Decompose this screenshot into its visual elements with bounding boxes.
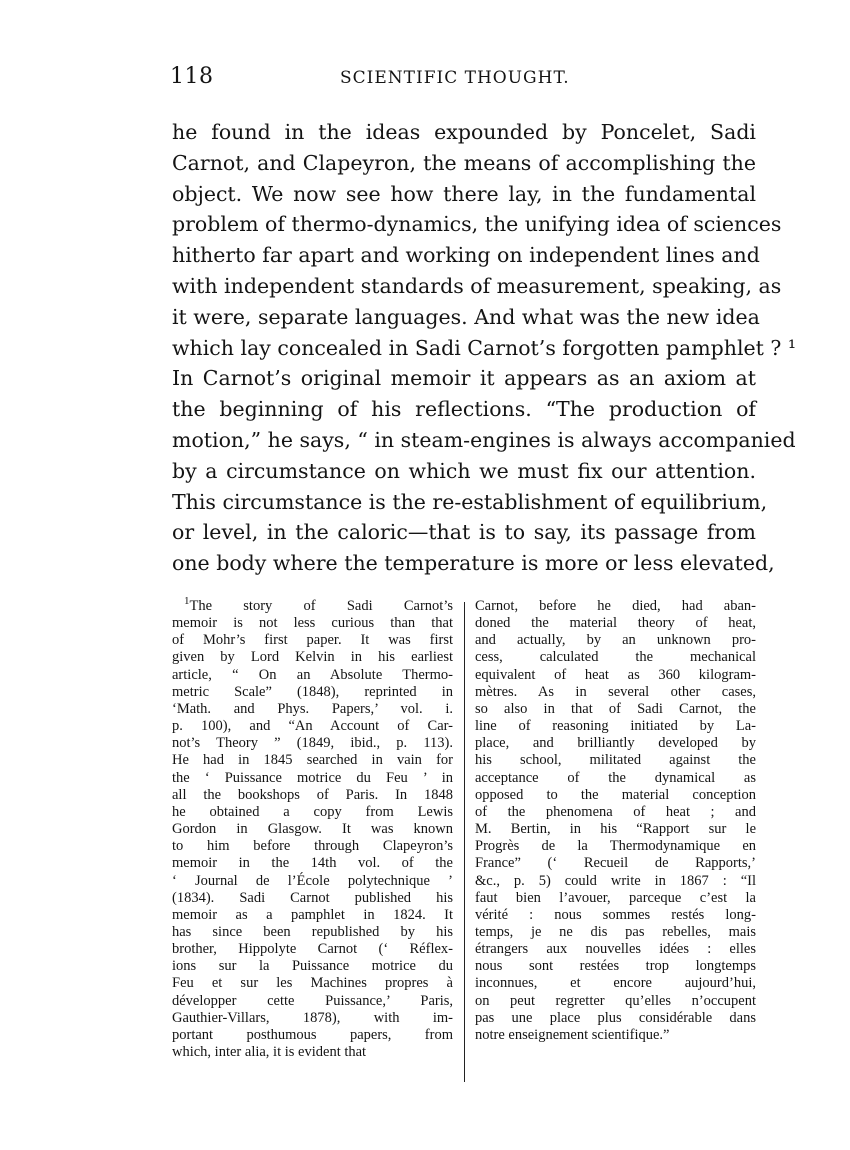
footnote-line: Carnot, before he died, had aban- bbox=[475, 598, 756, 614]
body-line: object. We now see how there lay, in the fundamental bbox=[172, 181, 756, 206]
footnote-line: on peut regretter qu’elles n’occupent bbox=[475, 992, 756, 1009]
body-line: This circumstance is the re-establishment of equilibrium, bbox=[172, 489, 768, 514]
footnote-column-divider bbox=[464, 602, 465, 1082]
footnote-line: doned the material theory of heat, bbox=[475, 615, 756, 632]
footnote-line: ‘ Journal de l’École polytechnique ’ bbox=[172, 872, 453, 889]
footnote-line: brother, Hippolyte Carnot (‘ Réflex- bbox=[172, 941, 453, 958]
body-line: which lay concealed in Sadi Carnot’s forgotten pamphlet ? ¹ bbox=[172, 335, 797, 360]
footnote-line: of Mohr’s first paper. It was first bbox=[172, 632, 453, 649]
footnote-line: faut bien l’avouer, parceque c’est la bbox=[475, 889, 756, 906]
body-line: problem of thermo-dynamics, the unifying idea of sciences bbox=[172, 212, 782, 237]
footnote-line: pas une place plus considérable dans bbox=[475, 1009, 756, 1026]
footnote-line: p. 100), and “An Account of Car- bbox=[172, 718, 453, 735]
footnote-line: Progrès de la Thermodynamique en bbox=[475, 838, 756, 855]
footnote-line: nous sont restées trop longtemps bbox=[475, 958, 756, 975]
body-line: the beginning of his reflections. “The production of bbox=[172, 397, 756, 422]
footnote-line: metric Scale” (1848), reprinted in bbox=[172, 683, 453, 700]
footnote-line: portant posthumous papers, from bbox=[172, 1026, 453, 1043]
footnote-line: Gauthier-Villars, 1878), with im- bbox=[172, 1009, 453, 1026]
footnote-line: he obtained a copy from Lewis bbox=[172, 803, 453, 820]
footnote-line: notre enseignement scientifique.” bbox=[475, 1026, 670, 1043]
footnote-line: ‘Math. and Phys. Papers,’ vol. i. bbox=[172, 700, 453, 717]
footnote-line: given by Lord Kelvin in his earliest bbox=[172, 649, 453, 666]
footnote-line: temps, je ne dis pas rebelles, mais bbox=[475, 923, 756, 940]
footnote-line: line of reasoning initiated by La- bbox=[475, 718, 756, 735]
footnote-column-left bbox=[172, 595, 453, 1061]
footnote-line: He had in 1845 searched in vain for bbox=[172, 752, 453, 769]
footnote-marker: 1 bbox=[184, 595, 190, 607]
footnote-line: étrangers aux nouvelles idées : elles bbox=[475, 941, 756, 958]
footnote-line: memoir as a pamphlet in 1824. It bbox=[172, 906, 453, 923]
body-line: with independent standards of measurement, speaking, as bbox=[172, 273, 782, 298]
body-line: hitherto far apart and working on independent lines and bbox=[172, 243, 760, 268]
footnote-line: of the phenomena of heat ; and bbox=[475, 803, 756, 820]
footnote-line: all the bookshops of Paris. In 1848 bbox=[172, 786, 453, 803]
footnote-line: ions sur la Puissance motrice du bbox=[172, 958, 453, 975]
footnote-column-right bbox=[475, 598, 756, 1044]
footnote-line: and actually, by an unknown pro- bbox=[475, 632, 756, 649]
footnote-line: opposed to the material conception bbox=[475, 786, 756, 803]
body-text bbox=[172, 117, 797, 579]
footnote-line: développer cette Puissance,’ Paris, bbox=[172, 992, 453, 1009]
footnote-line: the ‘ Puissance motrice du Feu ’ in bbox=[172, 769, 453, 786]
footnotes bbox=[172, 595, 756, 1088]
footnote-line: inconnues, et encore aujourd’hui, bbox=[475, 975, 756, 992]
footnote-line: equivalent of heat as 360 kilogram- bbox=[475, 666, 756, 683]
footnote-line: Gordon in Glasgow. It was known bbox=[172, 821, 453, 838]
body-line: it were, separate languages. And what was the new idea bbox=[172, 304, 760, 329]
footnote-line: mètres. As in several other cases, bbox=[475, 683, 756, 700]
body-line: In Carnot’s original memoir it appears as an axiom at bbox=[172, 366, 756, 391]
footnote-line: M. Bertin, in his “Rapport sur le bbox=[475, 821, 756, 838]
footnote-line: cess, calculated the mechanical bbox=[475, 649, 756, 666]
footnote-line: &c., p. 5) could write in 1867 : “Il bbox=[475, 872, 756, 889]
footnote-line: has since been republished by his bbox=[172, 923, 453, 940]
footnote-line bbox=[172, 595, 453, 615]
footnote-line: acceptance of the dynamical as bbox=[475, 769, 756, 786]
footnote-line: his school, militated against the bbox=[475, 752, 756, 769]
footnote-line: place, and brilliantly developed by bbox=[475, 735, 756, 752]
footnote-line: so also in that of Sadi Carnot, the bbox=[475, 700, 756, 717]
running-head: SCIENTIFIC THOUGHT. bbox=[340, 68, 570, 88]
body-line: he found in the ideas expounded by Poncelet, Sadi bbox=[172, 120, 756, 144]
body-line: one body where the temperature is more or less elevated, bbox=[172, 551, 775, 576]
footnote-line: memoir is not less curious than that bbox=[172, 615, 453, 632]
footnote-line: which, inter alia, it is evident that bbox=[172, 1044, 367, 1061]
footnote-line: not’s Theory ” (1849, ibid., p. 113). bbox=[172, 735, 453, 752]
body-line: Carnot, and Clapeyron, the means of accomplishing the bbox=[172, 150, 756, 175]
footnote-line: Feu et sur les Machines propres à bbox=[172, 975, 453, 992]
footnote-line: France” (‘ Recueil de Rapports,’ bbox=[475, 855, 756, 872]
footnote-line: (1834). Sadi Carnot published his bbox=[172, 889, 453, 906]
body-line: by a circumstance on which we must fix our attention. bbox=[172, 458, 756, 483]
body-line: motion,” he says, “ in steam-engines is always accompanied bbox=[172, 427, 796, 452]
footnote-line: article, “ On an Absolute Thermo- bbox=[172, 666, 453, 683]
footnote-line: to him before through Clapeyron’s bbox=[172, 838, 453, 855]
footnote-text: The story of Sadi Carnot’s bbox=[189, 598, 453, 614]
page-number: 118 bbox=[170, 64, 214, 89]
footnote-line: vérité : nous sommes restés long- bbox=[475, 906, 756, 923]
body-line: or level, in the caloric—that is to say, its passage from bbox=[172, 520, 756, 545]
footnote-line: memoir in the 14th vol. of the bbox=[172, 855, 453, 872]
